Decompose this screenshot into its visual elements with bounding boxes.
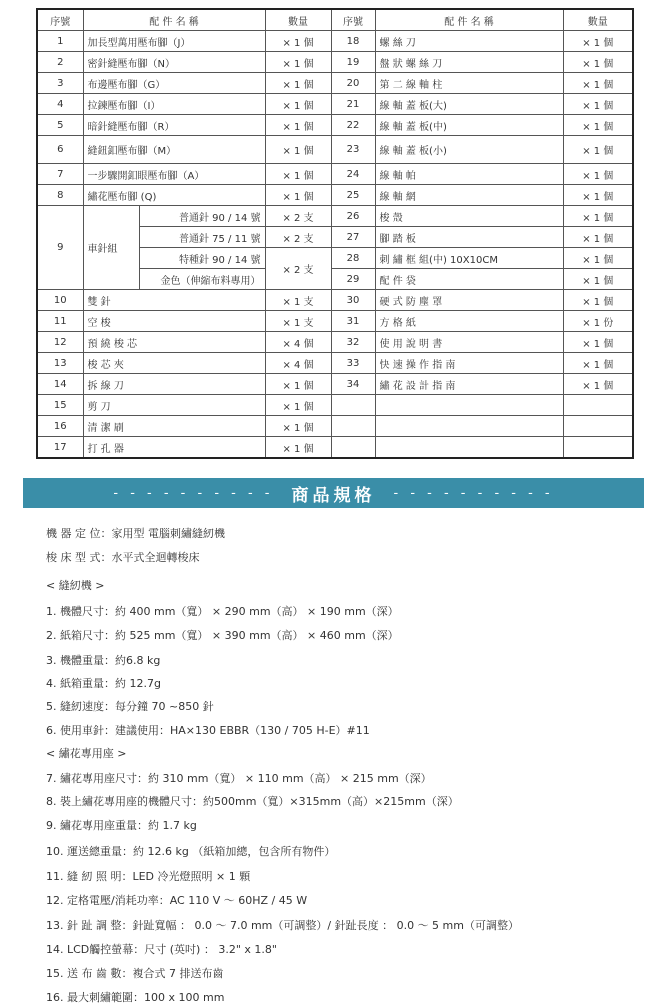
- left-row-name: 一步驟開釦眼壓布腳（A）: [83, 164, 265, 185]
- empty-cell: [563, 437, 633, 459]
- right-row-no: 32: [331, 332, 375, 353]
- right-row-qty: × 1 個: [563, 185, 633, 206]
- left-row-name: 空 梭: [83, 311, 265, 332]
- right-row-name: 腳 踏 板: [375, 227, 563, 248]
- right-row-name: 梭 殼: [375, 206, 563, 227]
- left-row-no: 6: [37, 136, 83, 164]
- spec-line: 8. 裝上繡花專用座的機體尺寸：約500mm（寬）×315mm（高）×215mm（深）: [46, 795, 459, 808]
- right-row-qty: × 1 個: [563, 136, 633, 164]
- left-row-no: 4: [37, 94, 83, 115]
- right-row-qty: × 1 個: [563, 248, 633, 269]
- right-row-no: 23: [331, 136, 375, 164]
- right-row-no: 29: [331, 269, 375, 290]
- spec-line: 機 器 定 位：家用型 電腦刺繡縫紉機: [46, 527, 225, 540]
- right-row-name: 第 二 線 軸 柱: [375, 73, 563, 94]
- right-row-qty: × 1 個: [563, 290, 633, 311]
- table-row: [37, 290, 633, 311]
- header-no: 序號: [331, 9, 375, 31]
- right-row-name: 線 軸 帕: [375, 164, 563, 185]
- right-row-qty: × 1 個: [563, 115, 633, 136]
- right-row-no: 26: [331, 206, 375, 227]
- right-row-qty: × 1 個: [563, 94, 633, 115]
- right-row-qty: × 1 個: [563, 227, 633, 248]
- left-row-no: 12: [37, 332, 83, 353]
- spec-line: < 縫紉機 >: [46, 579, 105, 592]
- needle-group-label: 車針組: [83, 206, 139, 290]
- left-row-no: 15: [37, 395, 83, 416]
- spec-line: 10. 運送總重量：約 12.6 kg （紙箱加總，包含所有物件）: [46, 845, 336, 858]
- spec-line: 16. 最大刺繡範圍：100 x 100 mm: [46, 991, 225, 1004]
- needle-item-name: 金色（伸縮布料專用）: [139, 269, 265, 290]
- left-row-qty: × 1 個: [265, 395, 331, 416]
- needle-item-name: 普通針 90 / 14 號: [139, 206, 265, 227]
- header-name: 配 件 名 稱: [375, 9, 563, 31]
- right-row-name: 刺 繡 框 組(中) 10X10CM: [375, 248, 563, 269]
- table-row: [37, 73, 633, 94]
- left-row-name: 預 繞 梭 芯: [83, 332, 265, 353]
- left-row-no: 16: [37, 416, 83, 437]
- empty-cell: [331, 395, 375, 416]
- right-row-no: 24: [331, 164, 375, 185]
- spec-line: 9. 繡花專用座重量：約 1.7 kg: [46, 819, 197, 832]
- left-row-no: 13: [37, 353, 83, 374]
- right-row-name: 使 用 說 明 書: [375, 332, 563, 353]
- table-row: [37, 52, 633, 73]
- right-row-no: 30: [331, 290, 375, 311]
- right-row-qty: × 1 個: [563, 332, 633, 353]
- right-row-name: 線 軸 蓋 板(中): [375, 115, 563, 136]
- left-row-qty: × 4 個: [265, 332, 331, 353]
- empty-cell: [331, 437, 375, 459]
- right-row-no: 28: [331, 248, 375, 269]
- table-row: [37, 94, 633, 115]
- table-row: [37, 374, 633, 395]
- spec-line: 2. 紙箱尺寸：約 525 mm（寬） × 390 mm（高） × 460 mm（深）: [46, 629, 399, 642]
- right-row-name: 配 件 袋: [375, 269, 563, 290]
- right-row-name: 線 軸 蓋 板(大): [375, 94, 563, 115]
- accessory-table-wrapper: [36, 8, 632, 459]
- table-row: [37, 185, 633, 206]
- spec-line: 14. LCD觸控螢幕：尺寸 (英吋) ： 3.2" x 1.8": [46, 943, 277, 956]
- right-row-qty: × 1 個: [563, 206, 633, 227]
- right-row-name: 快 速 操 作 指 南: [375, 353, 563, 374]
- right-row-no: 20: [331, 73, 375, 94]
- empty-cell: [375, 416, 563, 437]
- spec-line: 11. 縫 紉 照 明：LED 冷光燈照明 × 1 顆: [46, 870, 251, 883]
- right-row-name: 螺 絲 刀: [375, 31, 563, 52]
- left-row-name: 雙 針: [83, 290, 265, 311]
- left-row-name: 梭 芯 夾: [83, 353, 265, 374]
- header-qty: 數量: [265, 9, 331, 31]
- empty-cell: [331, 416, 375, 437]
- right-row-qty: × 1 個: [563, 31, 633, 52]
- right-row-qty: × 1 份: [563, 311, 633, 332]
- banner-dashes-right: - - - - - - - - - -: [393, 485, 554, 501]
- right-row-no: 34: [331, 374, 375, 395]
- left-row-no: 11: [37, 311, 83, 332]
- spec-line: < 繡花專用座 >: [46, 747, 127, 760]
- needle-item-qty: × 2 支: [265, 227, 331, 248]
- spec-line: 3. 機體重量：約6.8 kg: [46, 654, 161, 667]
- right-row-no: 25: [331, 185, 375, 206]
- left-row-name: 繡花壓布腳 (Q): [83, 185, 265, 206]
- left-row-qty: × 1 個: [265, 115, 331, 136]
- needle-item-name: 特種針 90 / 14 號: [139, 248, 265, 269]
- right-row-no: 19: [331, 52, 375, 73]
- right-row-no: 27: [331, 227, 375, 248]
- spec-line: 4. 紙箱重量：約 12.7g: [46, 677, 161, 690]
- left-row-qty: × 4 個: [265, 353, 331, 374]
- left-row-qty: × 1 個: [265, 164, 331, 185]
- right-row-no: 21: [331, 94, 375, 115]
- spec-line: 6. 使用車針：建議使用：HA×130 EBBR（130 / 705 H-E）#11: [46, 724, 370, 737]
- right-row-qty: × 1 個: [563, 374, 633, 395]
- left-row-qty: × 1 個: [265, 52, 331, 73]
- left-row-no: 3: [37, 73, 83, 94]
- table-row: [37, 311, 633, 332]
- spec-line: 梭 床 型 式：水平式全迴轉梭床: [46, 551, 200, 564]
- left-row-qty: × 1 個: [265, 94, 331, 115]
- table-row: [37, 353, 633, 374]
- left-row-qty: × 1 個: [265, 416, 331, 437]
- right-row-name: 硬 式 防 塵 罩: [375, 290, 563, 311]
- left-row-qty: × 1 支: [265, 290, 331, 311]
- left-row-name: 加長型萬用壓布腳（J）: [83, 31, 265, 52]
- left-row-no: 1: [37, 31, 83, 52]
- spec-line: 13. 針 趾 調 整：針趾寬幅 ： 0.0 ～ 7.0 mm（可調整）/ 針趾長度 ： 0.0 ～ 5 mm（可調整）: [46, 919, 519, 932]
- left-row-qty: × 1 個: [265, 73, 331, 94]
- left-row-name: 清 潔 刷: [83, 416, 265, 437]
- empty-cell: [563, 395, 633, 416]
- empty-cell: [563, 416, 633, 437]
- left-row-no: 5: [37, 115, 83, 136]
- right-row-no: 31: [331, 311, 375, 332]
- table-row: [37, 395, 633, 416]
- right-row-name: 線 軸 蓋 板(小): [375, 136, 563, 164]
- left-row-name: 拆 線 刀: [83, 374, 265, 395]
- right-row-name: 方 格 紙: [375, 311, 563, 332]
- needle-item-qty: × 2 支: [265, 206, 331, 227]
- left-row-name: 剪 刀: [83, 395, 265, 416]
- table-row: [37, 31, 633, 52]
- spec-banner: [23, 478, 644, 508]
- table-row: [37, 115, 633, 136]
- spec-line: 1. 機體尺寸：約 400 mm（寬） × 290 mm（高） × 190 mm（深）: [46, 605, 399, 618]
- left-row-no: 14: [37, 374, 83, 395]
- right-row-qty: × 1 個: [563, 353, 633, 374]
- table-row: [37, 164, 633, 185]
- header-qty: 數量: [563, 9, 633, 31]
- table-header-row: [37, 9, 633, 31]
- left-row-name: 暗針縫壓布腳（R）: [83, 115, 265, 136]
- header-name: 配 件 名 稱: [83, 9, 265, 31]
- banner-dashes-left: - - - - - - - - - -: [113, 485, 274, 501]
- right-row-name: 線 軸 網: [375, 185, 563, 206]
- right-row-name: 繡 花 設 計 指 南: [375, 374, 563, 395]
- right-row-qty: × 1 個: [563, 73, 633, 94]
- table-row: [37, 437, 633, 459]
- header-no: 序號: [37, 9, 83, 31]
- left-row-qty: × 1 個: [265, 185, 331, 206]
- accessory-table: [36, 8, 634, 459]
- needle-item-qty: × 2 支: [265, 248, 331, 290]
- spec-line: 15. 送 布 齒 數：複合式 7 排送布齒: [46, 967, 224, 980]
- left-row-no: 17: [37, 437, 83, 459]
- left-row-no: 2: [37, 52, 83, 73]
- right-row-qty: × 1 個: [563, 269, 633, 290]
- table-row: [37, 136, 633, 164]
- right-row-qty: × 1 個: [563, 164, 633, 185]
- spec-line: 12. 定格電壓/消耗功率：AC 110 V ～ 60HZ / 45 W: [46, 894, 308, 907]
- spec-line: 5. 縫紉速度：每分鐘 70 ~850 針: [46, 700, 214, 713]
- left-row-no: 10: [37, 290, 83, 311]
- spec-line: 7. 繡花專用座尺寸：約 310 mm（寬） × 110 mm（高） × 215 mm（深）: [46, 772, 432, 785]
- empty-cell: [375, 395, 563, 416]
- banner-title: 商品規格: [291, 485, 376, 506]
- table-row: [37, 416, 633, 437]
- left-row-qty: × 1 個: [265, 136, 331, 164]
- left-row-qty: × 1 個: [265, 31, 331, 52]
- left-row-qty: × 1 支: [265, 311, 331, 332]
- right-row-no: 18: [331, 31, 375, 52]
- right-row-no: 33: [331, 353, 375, 374]
- right-row-qty: × 1 個: [563, 52, 633, 73]
- left-row-name: 縫鈕釦壓布腳（M）: [83, 136, 265, 164]
- needle-group-no: 9: [37, 206, 83, 290]
- needle-item-name: 普通針 75 / 11 號: [139, 227, 265, 248]
- left-row-qty: × 1 個: [265, 374, 331, 395]
- left-row-name: 密針縫壓布腳（N）: [83, 52, 265, 73]
- empty-cell: [375, 437, 563, 459]
- left-row-no: 8: [37, 185, 83, 206]
- left-row-name: 布邊壓布腳（G）: [83, 73, 265, 94]
- left-row-name: 打 孔 器: [83, 437, 265, 459]
- left-row-no: 7: [37, 164, 83, 185]
- table-row: [37, 206, 633, 227]
- right-row-name: 盤 狀 螺 絲 刀: [375, 52, 563, 73]
- right-row-no: 22: [331, 115, 375, 136]
- left-row-qty: × 1 個: [265, 437, 331, 459]
- left-row-name: 拉鍊壓布腳（I）: [83, 94, 265, 115]
- table-row: [37, 332, 633, 353]
